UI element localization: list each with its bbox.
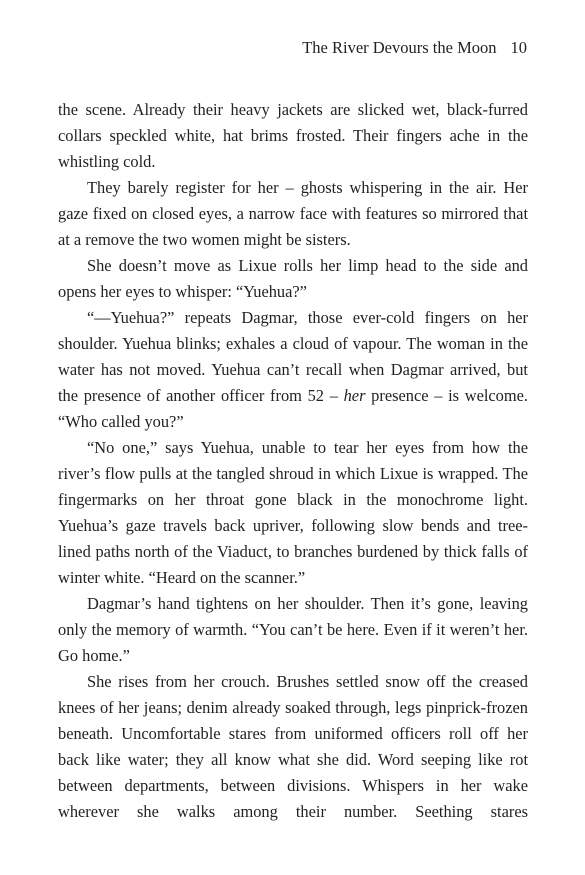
page-number: 10 [510, 38, 527, 57]
paragraph: the scene. Already their heavy jackets are slicked wet, black-furred collars speckled white, hat brims frosted. Their fingers ache in the whistling cold. [58, 100, 528, 171]
paragraph: Dagmar’s hand tightens on her shoulder. Then it’s gone, leaving only the memory of warmth. “You can’t be here. Even if it weren’t her. Go home.” [58, 594, 528, 665]
book-title: The River Devours the Moon [302, 38, 497, 57]
body-text [58, 97, 528, 825]
italic-emphasis: her [343, 386, 366, 405]
paragraph: “No one,” says Yuehua, unable to tear her eyes from how the river’s flow pulls at the tangled shroud in which Lixue is wrapped. The fingermarks on her throat gone black in the monochrome light. Yuehua’s gaze travels back upriver, following slow bends and tree-lined paths north of the Viaduct, to branches burdened by thick falls of winter white. “Heard on the scanner.” [58, 438, 528, 587]
paragraph: She doesn’t move as Lixue rolls her limp head to the side and opens her eyes to whisper: “Yuehua?” [58, 256, 528, 301]
paragraph: They barely register for her – ghosts whispering in the air. Her gaze fixed on closed eyes, a narrow face with features so mirrored that at a remove the two women might be sisters. [58, 178, 528, 249]
paragraph: She rises from her crouch. Brushes settled snow off the creased knees of her jeans; denim already soaked through, legs pinprick-frozen beneath. Uncomfortable stares from uniformed officers roll off her back like water; they all know what she did. Word seeping like rot between departments, between divisions. Whispers in her wake wherever she walks among their number. Seething stares [58, 672, 528, 821]
paragraph-text: “—Yuehua?” repeats Dagmar, those ever-cold fingers on her shoulder. Yuehua blinks; exhales a cloud of vapour. The woman in the water has not moved. Yuehua can’t recall when Dagmar arrived, but the presence of another officer from 52 – [58, 308, 528, 405]
running-header [302, 37, 527, 59]
paragraph [58, 305, 528, 435]
paragraph-text: presence – is welcome. “Who called you?” [58, 386, 528, 431]
